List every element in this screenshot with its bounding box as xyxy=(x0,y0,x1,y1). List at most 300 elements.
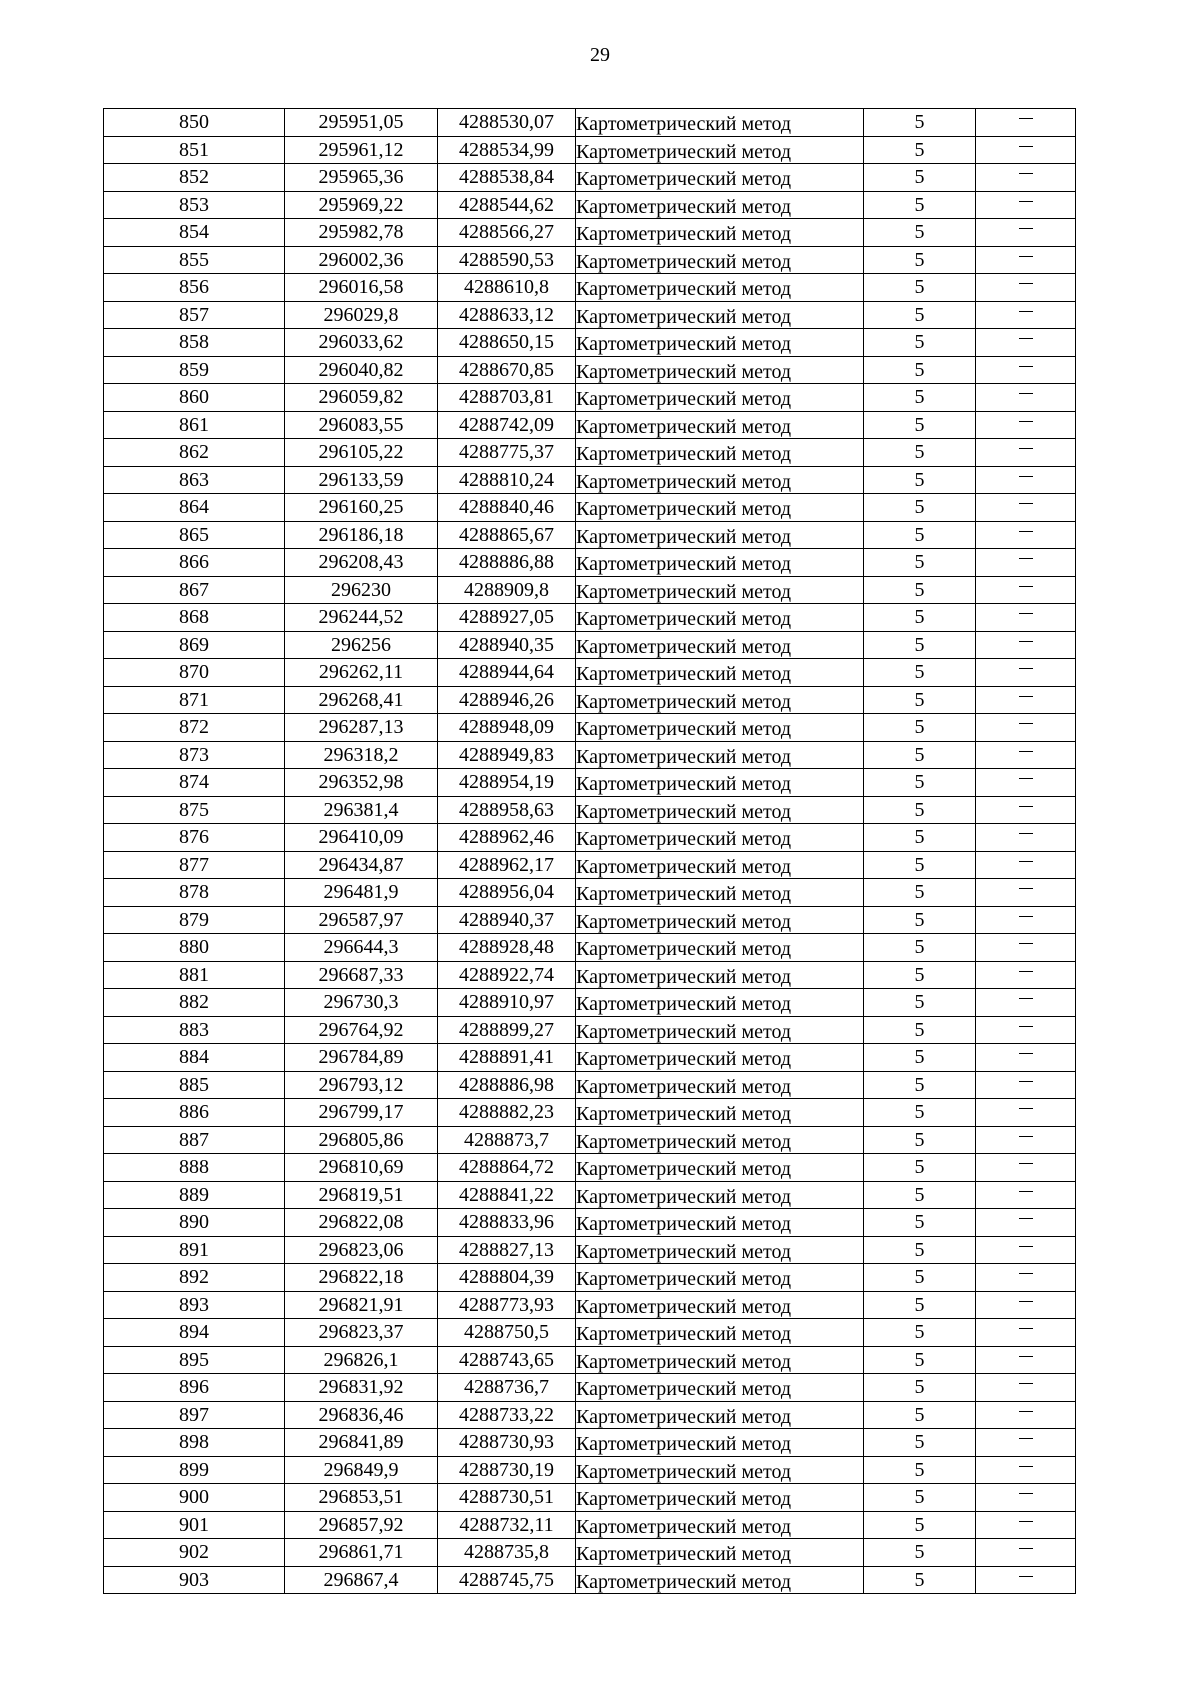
dash-mark xyxy=(1019,723,1033,724)
accuracy-cell: 5 xyxy=(864,466,976,494)
description-cell xyxy=(976,659,1076,687)
point-number-cell: 873 xyxy=(104,741,285,769)
x-coordinate-cell: 295961,12 xyxy=(285,136,438,164)
method-text: Картометрический метод xyxy=(576,443,792,466)
method-cell xyxy=(576,109,864,137)
point-number-cell: 860 xyxy=(104,384,285,412)
x-coordinate-cell: 295982,78 xyxy=(285,219,438,247)
description-cell xyxy=(976,191,1076,219)
x-coordinate-cell: 296861,71 xyxy=(285,1539,438,1567)
description-cell xyxy=(976,494,1076,522)
y-coordinate-cell: 4288633,12 xyxy=(438,301,576,329)
method-text: Картометрический метод xyxy=(576,855,792,878)
table-row xyxy=(104,1566,1076,1594)
y-coordinate-cell: 4288742,09 xyxy=(438,411,576,439)
point-number-cell: 880 xyxy=(104,934,285,962)
accuracy-cell: 5 xyxy=(864,576,976,604)
x-coordinate-cell: 296481,9 xyxy=(285,879,438,907)
point-number-cell: 877 xyxy=(104,851,285,879)
description-cell xyxy=(976,1264,1076,1292)
method-cell xyxy=(576,879,864,907)
accuracy-cell: 5 xyxy=(864,274,976,302)
method-text: Картометрический метод xyxy=(576,1158,792,1181)
point-number-cell: 864 xyxy=(104,494,285,522)
point-number-cell: 888 xyxy=(104,1154,285,1182)
method-text: Картометрический метод xyxy=(576,1103,792,1126)
x-coordinate-cell: 296823,37 xyxy=(285,1319,438,1347)
table-row xyxy=(104,494,1076,522)
accuracy-cell: 5 xyxy=(864,1319,976,1347)
table-row xyxy=(104,934,1076,962)
y-coordinate-cell: 4288962,17 xyxy=(438,851,576,879)
method-cell xyxy=(576,246,864,274)
table-row xyxy=(104,274,1076,302)
y-coordinate-cell: 4288940,35 xyxy=(438,631,576,659)
method-cell xyxy=(576,1016,864,1044)
dash-mark xyxy=(1019,118,1033,119)
y-coordinate-cell: 4288534,99 xyxy=(438,136,576,164)
dash-mark xyxy=(1019,421,1033,422)
point-number-cell: 878 xyxy=(104,879,285,907)
point-number-cell: 866 xyxy=(104,549,285,577)
table-row xyxy=(104,659,1076,687)
x-coordinate-cell: 296029,8 xyxy=(285,301,438,329)
method-cell xyxy=(576,796,864,824)
dash-mark xyxy=(1019,833,1033,834)
method-cell xyxy=(576,934,864,962)
method-cell xyxy=(576,631,864,659)
description-cell xyxy=(976,1044,1076,1072)
x-coordinate-cell: 296160,25 xyxy=(285,494,438,522)
table-row xyxy=(104,1374,1076,1402)
table-row xyxy=(104,961,1076,989)
y-coordinate-cell: 4288958,63 xyxy=(438,796,576,824)
x-coordinate-cell: 296836,46 xyxy=(285,1401,438,1429)
method-cell xyxy=(576,549,864,577)
dash-mark xyxy=(1019,696,1033,697)
y-coordinate-cell: 4288886,98 xyxy=(438,1071,576,1099)
point-number-cell: 893 xyxy=(104,1291,285,1319)
accuracy-cell: 5 xyxy=(864,164,976,192)
table-row xyxy=(104,1154,1076,1182)
method-text: Картометрический метод xyxy=(576,773,792,796)
method-cell xyxy=(576,521,864,549)
point-number-cell: 890 xyxy=(104,1209,285,1237)
table-row xyxy=(104,1511,1076,1539)
y-coordinate-cell: 4288745,75 xyxy=(438,1566,576,1594)
y-coordinate-cell: 4288873,7 xyxy=(438,1126,576,1154)
dash-mark xyxy=(1019,476,1033,477)
method-text: Картометрический метод xyxy=(576,1020,792,1043)
description-cell xyxy=(976,631,1076,659)
description-cell xyxy=(976,576,1076,604)
method-text: Картометрический метод xyxy=(576,1460,792,1483)
accuracy-cell: 5 xyxy=(864,1291,976,1319)
y-coordinate-cell: 4288956,04 xyxy=(438,879,576,907)
y-coordinate-cell: 4288949,83 xyxy=(438,741,576,769)
description-cell xyxy=(976,164,1076,192)
point-number-cell: 858 xyxy=(104,329,285,357)
dash-mark xyxy=(1019,1108,1033,1109)
dash-mark xyxy=(1019,861,1033,862)
accuracy-cell: 5 xyxy=(864,521,976,549)
table-row xyxy=(104,1401,1076,1429)
method-cell xyxy=(576,411,864,439)
accuracy-cell: 5 xyxy=(864,934,976,962)
accuracy-cell: 5 xyxy=(864,1126,976,1154)
point-number-cell: 850 xyxy=(104,109,285,137)
table-row xyxy=(104,191,1076,219)
method-text: Картометрический метод xyxy=(576,388,792,411)
dash-mark xyxy=(1019,1383,1033,1384)
method-cell xyxy=(576,1099,864,1127)
method-text: Картометрический метод xyxy=(576,1048,792,1071)
table-row xyxy=(104,1456,1076,1484)
dash-mark xyxy=(1019,888,1033,889)
accuracy-cell: 5 xyxy=(864,1236,976,1264)
point-number-cell: 882 xyxy=(104,989,285,1017)
method-text: Картометрический метод xyxy=(576,1130,792,1153)
accuracy-cell: 5 xyxy=(864,191,976,219)
table-row xyxy=(104,824,1076,852)
y-coordinate-cell: 4288566,27 xyxy=(438,219,576,247)
accuracy-cell: 5 xyxy=(864,356,976,384)
y-coordinate-cell: 4288703,81 xyxy=(438,384,576,412)
method-text: Картометрический метод xyxy=(576,1433,792,1456)
description-cell xyxy=(976,741,1076,769)
method-text: Картометрический метод xyxy=(576,1185,792,1208)
description-cell xyxy=(976,769,1076,797)
x-coordinate-cell: 296381,4 xyxy=(285,796,438,824)
point-number-cell: 852 xyxy=(104,164,285,192)
x-coordinate-cell: 296730,3 xyxy=(285,989,438,1017)
x-coordinate-cell: 296002,36 xyxy=(285,246,438,274)
description-cell xyxy=(976,1401,1076,1429)
x-coordinate-cell: 296764,92 xyxy=(285,1016,438,1044)
method-cell xyxy=(576,1181,864,1209)
table-row xyxy=(104,604,1076,632)
y-coordinate-cell: 4288733,22 xyxy=(438,1401,576,1429)
dash-mark xyxy=(1019,1163,1033,1164)
y-coordinate-cell: 4288610,8 xyxy=(438,274,576,302)
method-text: Картометрический метод xyxy=(576,305,792,328)
dash-mark xyxy=(1019,1026,1033,1027)
method-text: Картометрический метод xyxy=(576,223,792,246)
description-cell xyxy=(976,384,1076,412)
accuracy-cell: 5 xyxy=(864,879,976,907)
description-cell xyxy=(976,714,1076,742)
description-cell xyxy=(976,466,1076,494)
method-cell xyxy=(576,439,864,467)
y-coordinate-cell: 4288909,8 xyxy=(438,576,576,604)
method-text: Картометрический метод xyxy=(576,1378,792,1401)
x-coordinate-cell: 296262,11 xyxy=(285,659,438,687)
x-coordinate-cell: 296823,06 xyxy=(285,1236,438,1264)
method-cell xyxy=(576,851,864,879)
x-coordinate-cell: 296831,92 xyxy=(285,1374,438,1402)
accuracy-cell: 5 xyxy=(864,1511,976,1539)
description-cell xyxy=(976,1181,1076,1209)
table-row xyxy=(104,109,1076,137)
y-coordinate-cell: 4288840,46 xyxy=(438,494,576,522)
point-number-cell: 892 xyxy=(104,1264,285,1292)
table-row xyxy=(104,1236,1076,1264)
dash-mark xyxy=(1019,338,1033,339)
x-coordinate-cell: 296784,89 xyxy=(285,1044,438,1072)
description-cell xyxy=(976,686,1076,714)
method-text: Картометрический метод xyxy=(576,1240,792,1263)
y-coordinate-cell: 4288773,93 xyxy=(438,1291,576,1319)
method-cell xyxy=(576,301,864,329)
table-row xyxy=(104,631,1076,659)
point-number-cell: 857 xyxy=(104,301,285,329)
description-cell xyxy=(976,1126,1076,1154)
method-cell xyxy=(576,686,864,714)
description-cell xyxy=(976,1484,1076,1512)
description-cell xyxy=(976,796,1076,824)
y-coordinate-cell: 4288928,48 xyxy=(438,934,576,962)
y-coordinate-cell: 4288590,53 xyxy=(438,246,576,274)
table-row xyxy=(104,356,1076,384)
description-cell xyxy=(976,1236,1076,1264)
table-row xyxy=(104,549,1076,577)
accuracy-cell: 5 xyxy=(864,1044,976,1072)
y-coordinate-cell: 4288841,22 xyxy=(438,1181,576,1209)
accuracy-cell: 5 xyxy=(864,494,976,522)
x-coordinate-cell: 296083,55 xyxy=(285,411,438,439)
method-cell xyxy=(576,136,864,164)
y-coordinate-cell: 4288736,7 xyxy=(438,1374,576,1402)
dash-mark xyxy=(1019,586,1033,587)
x-coordinate-cell: 296826,1 xyxy=(285,1346,438,1374)
point-number-cell: 869 xyxy=(104,631,285,659)
accuracy-cell: 5 xyxy=(864,1071,976,1099)
y-coordinate-cell: 4288946,26 xyxy=(438,686,576,714)
description-cell xyxy=(976,961,1076,989)
table-row xyxy=(104,1071,1076,1099)
x-coordinate-cell: 296208,43 xyxy=(285,549,438,577)
point-number-cell: 903 xyxy=(104,1566,285,1594)
method-cell xyxy=(576,1511,864,1539)
point-number-cell: 900 xyxy=(104,1484,285,1512)
accuracy-cell: 5 xyxy=(864,769,976,797)
dash-mark xyxy=(1019,778,1033,779)
x-coordinate-cell: 296434,87 xyxy=(285,851,438,879)
method-cell xyxy=(576,1209,864,1237)
accuracy-cell: 5 xyxy=(864,1429,976,1457)
dash-mark xyxy=(1019,641,1033,642)
description-cell xyxy=(976,109,1076,137)
table-row xyxy=(104,136,1076,164)
method-cell xyxy=(576,1566,864,1594)
method-text: Картометрический метод xyxy=(576,498,792,521)
accuracy-cell: 5 xyxy=(864,1374,976,1402)
y-coordinate-cell: 4288735,8 xyxy=(438,1539,576,1567)
dash-mark xyxy=(1019,283,1033,284)
point-number-cell: 855 xyxy=(104,246,285,274)
description-cell xyxy=(976,879,1076,907)
point-number-cell: 899 xyxy=(104,1456,285,1484)
y-coordinate-cell: 4288954,19 xyxy=(438,769,576,797)
dash-mark xyxy=(1019,366,1033,367)
dash-mark xyxy=(1019,311,1033,312)
method-text: Картометрический метод xyxy=(576,1295,792,1318)
method-text: Картометрический метод xyxy=(576,195,792,218)
method-cell xyxy=(576,1264,864,1292)
method-cell xyxy=(576,1044,864,1072)
point-number-cell: 851 xyxy=(104,136,285,164)
dash-mark xyxy=(1019,146,1033,147)
accuracy-cell: 5 xyxy=(864,1456,976,1484)
method-text: Картометрический метод xyxy=(576,1268,792,1291)
point-number-cell: 856 xyxy=(104,274,285,302)
dash-mark xyxy=(1019,971,1033,972)
method-cell xyxy=(576,1484,864,1512)
point-number-cell: 879 xyxy=(104,906,285,934)
dash-mark xyxy=(1019,916,1033,917)
y-coordinate-cell: 4288927,05 xyxy=(438,604,576,632)
y-coordinate-cell: 4288730,51 xyxy=(438,1484,576,1512)
method-text: Картометрический метод xyxy=(576,938,792,961)
point-number-cell: 884 xyxy=(104,1044,285,1072)
dash-mark xyxy=(1019,1411,1033,1412)
x-coordinate-cell: 295969,22 xyxy=(285,191,438,219)
y-coordinate-cell: 4288899,27 xyxy=(438,1016,576,1044)
point-number-cell: 875 xyxy=(104,796,285,824)
description-cell xyxy=(976,136,1076,164)
description-cell xyxy=(976,1456,1076,1484)
dash-mark xyxy=(1019,201,1033,202)
method-cell xyxy=(576,576,864,604)
accuracy-cell: 5 xyxy=(864,1099,976,1127)
description-cell xyxy=(976,1429,1076,1457)
method-cell xyxy=(576,1236,864,1264)
description-cell xyxy=(976,1511,1076,1539)
method-text: Картометрический метод xyxy=(576,278,792,301)
description-cell xyxy=(976,1099,1076,1127)
accuracy-cell: 5 xyxy=(864,1566,976,1594)
accuracy-cell: 5 xyxy=(864,604,976,632)
y-coordinate-cell: 4288940,37 xyxy=(438,906,576,934)
accuracy-cell: 5 xyxy=(864,549,976,577)
accuracy-cell: 5 xyxy=(864,714,976,742)
x-coordinate-cell: 296186,18 xyxy=(285,521,438,549)
dash-mark xyxy=(1019,1521,1033,1522)
x-coordinate-cell: 296849,9 xyxy=(285,1456,438,1484)
table-row xyxy=(104,1044,1076,1072)
point-number-cell: 885 xyxy=(104,1071,285,1099)
point-number-cell: 901 xyxy=(104,1511,285,1539)
table-row xyxy=(104,714,1076,742)
method-text: Картометрический метод xyxy=(576,635,792,658)
description-cell xyxy=(976,329,1076,357)
table-row xyxy=(104,1346,1076,1374)
table-row xyxy=(104,741,1076,769)
table-row xyxy=(104,301,1076,329)
description-cell xyxy=(976,1374,1076,1402)
dash-mark xyxy=(1019,1053,1033,1054)
description-cell xyxy=(976,1209,1076,1237)
method-text: Картометрический метод xyxy=(576,1350,792,1373)
table-row xyxy=(104,1264,1076,1292)
accuracy-cell: 5 xyxy=(864,824,976,852)
description-cell xyxy=(976,549,1076,577)
description-cell xyxy=(976,1319,1076,1347)
method-cell xyxy=(576,1126,864,1154)
method-cell xyxy=(576,824,864,852)
dash-mark xyxy=(1019,1356,1033,1357)
dash-mark xyxy=(1019,1273,1033,1274)
method-cell xyxy=(576,274,864,302)
dash-mark xyxy=(1019,1438,1033,1439)
point-number-cell: 868 xyxy=(104,604,285,632)
accuracy-cell: 5 xyxy=(864,1484,976,1512)
method-text: Картометрический метод xyxy=(576,1570,792,1593)
dash-mark xyxy=(1019,1466,1033,1467)
method-text: Картометрический метод xyxy=(576,800,792,823)
dash-mark xyxy=(1019,1246,1033,1247)
y-coordinate-cell: 4288732,11 xyxy=(438,1511,576,1539)
x-coordinate-cell: 296059,82 xyxy=(285,384,438,412)
method-cell xyxy=(576,769,864,797)
table-row xyxy=(104,521,1076,549)
description-cell xyxy=(976,1346,1076,1374)
table-row xyxy=(104,1126,1076,1154)
point-number-cell: 867 xyxy=(104,576,285,604)
method-text: Картометрический метод xyxy=(576,718,792,741)
y-coordinate-cell: 4288538,84 xyxy=(438,164,576,192)
method-cell xyxy=(576,1291,864,1319)
accuracy-cell: 5 xyxy=(864,219,976,247)
point-number-cell: 889 xyxy=(104,1181,285,1209)
dash-mark xyxy=(1019,228,1033,229)
table-row xyxy=(104,466,1076,494)
description-cell xyxy=(976,989,1076,1017)
description-cell xyxy=(976,411,1076,439)
accuracy-cell: 5 xyxy=(864,411,976,439)
x-coordinate-cell: 296821,91 xyxy=(285,1291,438,1319)
table-row xyxy=(104,1016,1076,1044)
description-cell xyxy=(976,604,1076,632)
point-number-cell: 902 xyxy=(104,1539,285,1567)
x-coordinate-cell: 296853,51 xyxy=(285,1484,438,1512)
table-row xyxy=(104,219,1076,247)
table-row xyxy=(104,1181,1076,1209)
y-coordinate-cell: 4288544,62 xyxy=(438,191,576,219)
accuracy-cell: 5 xyxy=(864,961,976,989)
x-coordinate-cell: 296268,41 xyxy=(285,686,438,714)
x-coordinate-cell: 296867,4 xyxy=(285,1566,438,1594)
method-text: Картометрический метод xyxy=(576,553,792,576)
x-coordinate-cell: 296822,08 xyxy=(285,1209,438,1237)
method-cell xyxy=(576,1429,864,1457)
method-cell xyxy=(576,906,864,934)
description-cell xyxy=(976,274,1076,302)
description-cell xyxy=(976,824,1076,852)
x-coordinate-cell: 295965,36 xyxy=(285,164,438,192)
x-coordinate-cell: 296805,86 xyxy=(285,1126,438,1154)
method-text: Картометрический метод xyxy=(576,333,792,356)
x-coordinate-cell: 296799,17 xyxy=(285,1099,438,1127)
method-text: Картометрический метод xyxy=(576,663,792,686)
dash-mark xyxy=(1019,1328,1033,1329)
accuracy-cell: 5 xyxy=(864,631,976,659)
method-text: Картометрический метод xyxy=(576,965,792,988)
method-text: Картометрический метод xyxy=(576,745,792,768)
y-coordinate-cell: 4288922,74 xyxy=(438,961,576,989)
accuracy-cell: 5 xyxy=(864,329,976,357)
dash-mark xyxy=(1019,256,1033,257)
